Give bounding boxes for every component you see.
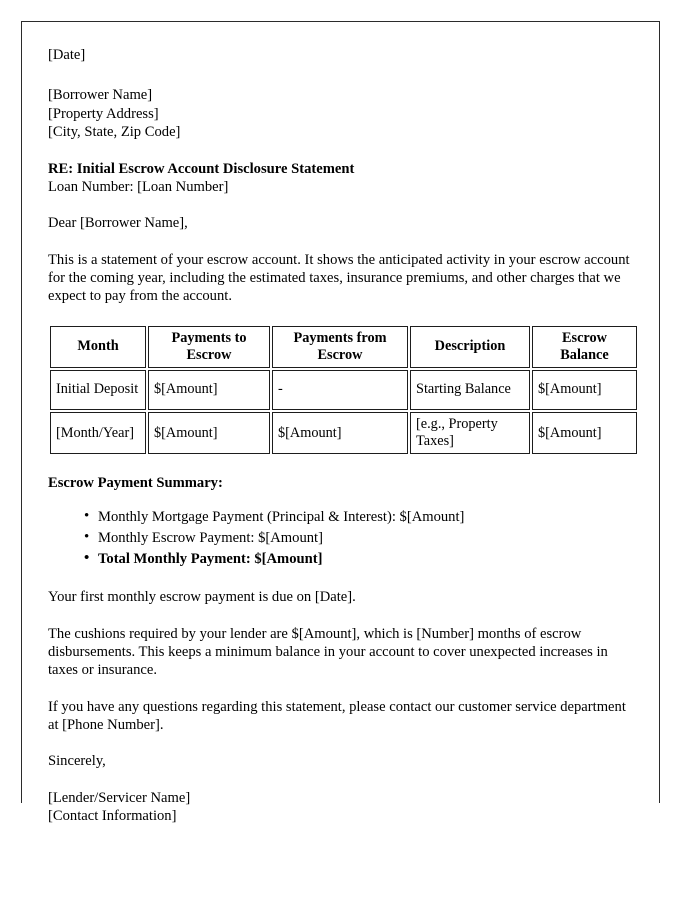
recipient-city-state-zip: [City, State, Zip Code] [48,124,181,141]
cell-payments-to: $[Amount] [148,370,270,410]
escrow-payment-summary-list [48,507,634,570]
table-row [50,370,637,410]
summary-heading: Escrow Payment Summary: [48,475,223,492]
cell-payments-to: $[Amount] [148,412,270,454]
cell-description: Starting Balance [410,370,530,410]
list-item: • Total Monthly Payment: $[Amount] [86,549,634,570]
list-item: • Monthly Escrow Payment: $[Amount] [86,528,634,549]
cell-payments-from: $[Amount] [272,412,408,454]
cell-escrow-balance: $[Amount] [532,412,637,454]
first-payment-paragraph: Your first monthly escrow payment is due on [Date]. [48,589,356,606]
column-header-payments-to: Payments to Escrow [148,326,270,368]
cell-payments-from: - [272,370,408,410]
questions-paragraph: If you have any questions regarding this statement, please contact our customer service department at [Phone Number]. [48,698,626,734]
signature-contact-information: [Contact Information] [48,808,177,825]
column-header-description: Description [410,326,530,368]
date-placeholder: [Date] [48,47,86,63]
intro-paragraph: This is a statement of your escrow account. It shows the anticipated activity in your escrow account for the coming year, including the estimated taxes, insurance premiums, and other charges that we expect to pay from the account. [48,251,630,305]
cell-description: [e.g., Property Taxes] [410,412,530,454]
signature-lender-name: [Lender/Servicer Name] [48,789,191,806]
cell-month: Initial Deposit [50,370,146,410]
subject-line: RE: Initial Escrow Account Disclosure Statement [48,160,355,177]
salutation: Dear [Borrower Name], [48,215,188,232]
cushion-paragraph: The cushions required by your lender are $[Amount], which is [Number] months of escrow disbursements. This keeps a minimum balance in your account to cover unexpected increases in taxes or insurance. [48,625,608,679]
table-row [50,412,637,454]
column-header-month: Month [50,326,146,368]
column-header-payments-from: Payments from Escrow [272,326,408,368]
cell-month: [Month/Year] [50,412,146,454]
loan-number-line: Loan Number: [Loan Number] [48,178,229,195]
table-header-row [50,326,637,368]
escrow-activity-table [48,324,639,457]
list-item: • Monthly Mortgage Payment (Principal & Interest): $[Amount] [86,507,634,528]
closing-salutation: Sincerely, [48,753,106,770]
recipient-name: [Borrower Name] [48,87,153,104]
column-header-escrow-balance: Escrow Balance [532,326,637,368]
document-body [48,46,634,826]
recipient-address: [Property Address] [48,105,159,122]
cell-escrow-balance: $[Amount] [532,370,637,410]
